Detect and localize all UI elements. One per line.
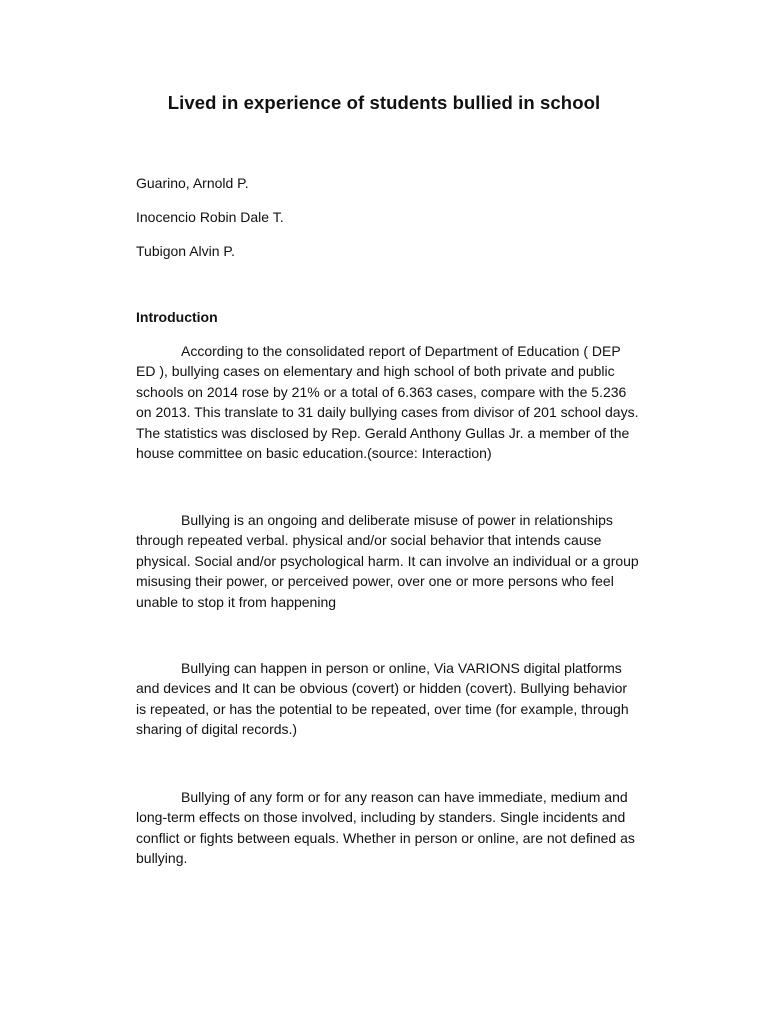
author-name: Inocencio Robin Dale T. (136, 209, 284, 225)
body-paragraph: Bullying can happen in person or online, Via VARIONS digital platforms and devices and It can be obvious (covert) or hidden (covert). Bullying behavior is repeated, or has the potential to be repeated, over time (for example, through sharing of digital records.) (136, 660, 629, 738)
body-paragraph: Bullying of any form or for any reason can have immediate, medium and long-term effects on those involved, including by standers. Single incidents and conflict or fights between equals. Whether in person or online, are not defined as bullying. (136, 789, 635, 867)
author-name: Tubigon Alvin P. (136, 243, 235, 259)
author-name: Guarino, Arnold P. (136, 175, 249, 191)
document-title: Lived in experience of students bullied in school (167, 92, 601, 113)
body-paragraph: Bullying is an ongoing and deliberate misuse of power in relationships through repeated verbal. physical and/or social behavior that intends cause physical. Social and/or psychological harm. It can involve an individual or a group misusing their power, or perceived power, over one or more persons who feel unable to stop it from happening (136, 512, 639, 610)
section-heading: Introduction (136, 309, 218, 325)
body-paragraph: According to the consolidated report of Department of Education ( DEP ED ), bullying cases on elementary and high school of both private and public schools on 2014 rose by 21% or a total of 6.363 cases, compare with the 5.236 on 2013. This translate to 31 daily bullying cases from divisor of 201 school days. The statistics was disclosed by Rep. Gerald Anthony Gullas Jr. a member of the house committee on basic education.(source: Interaction) (136, 343, 639, 462)
